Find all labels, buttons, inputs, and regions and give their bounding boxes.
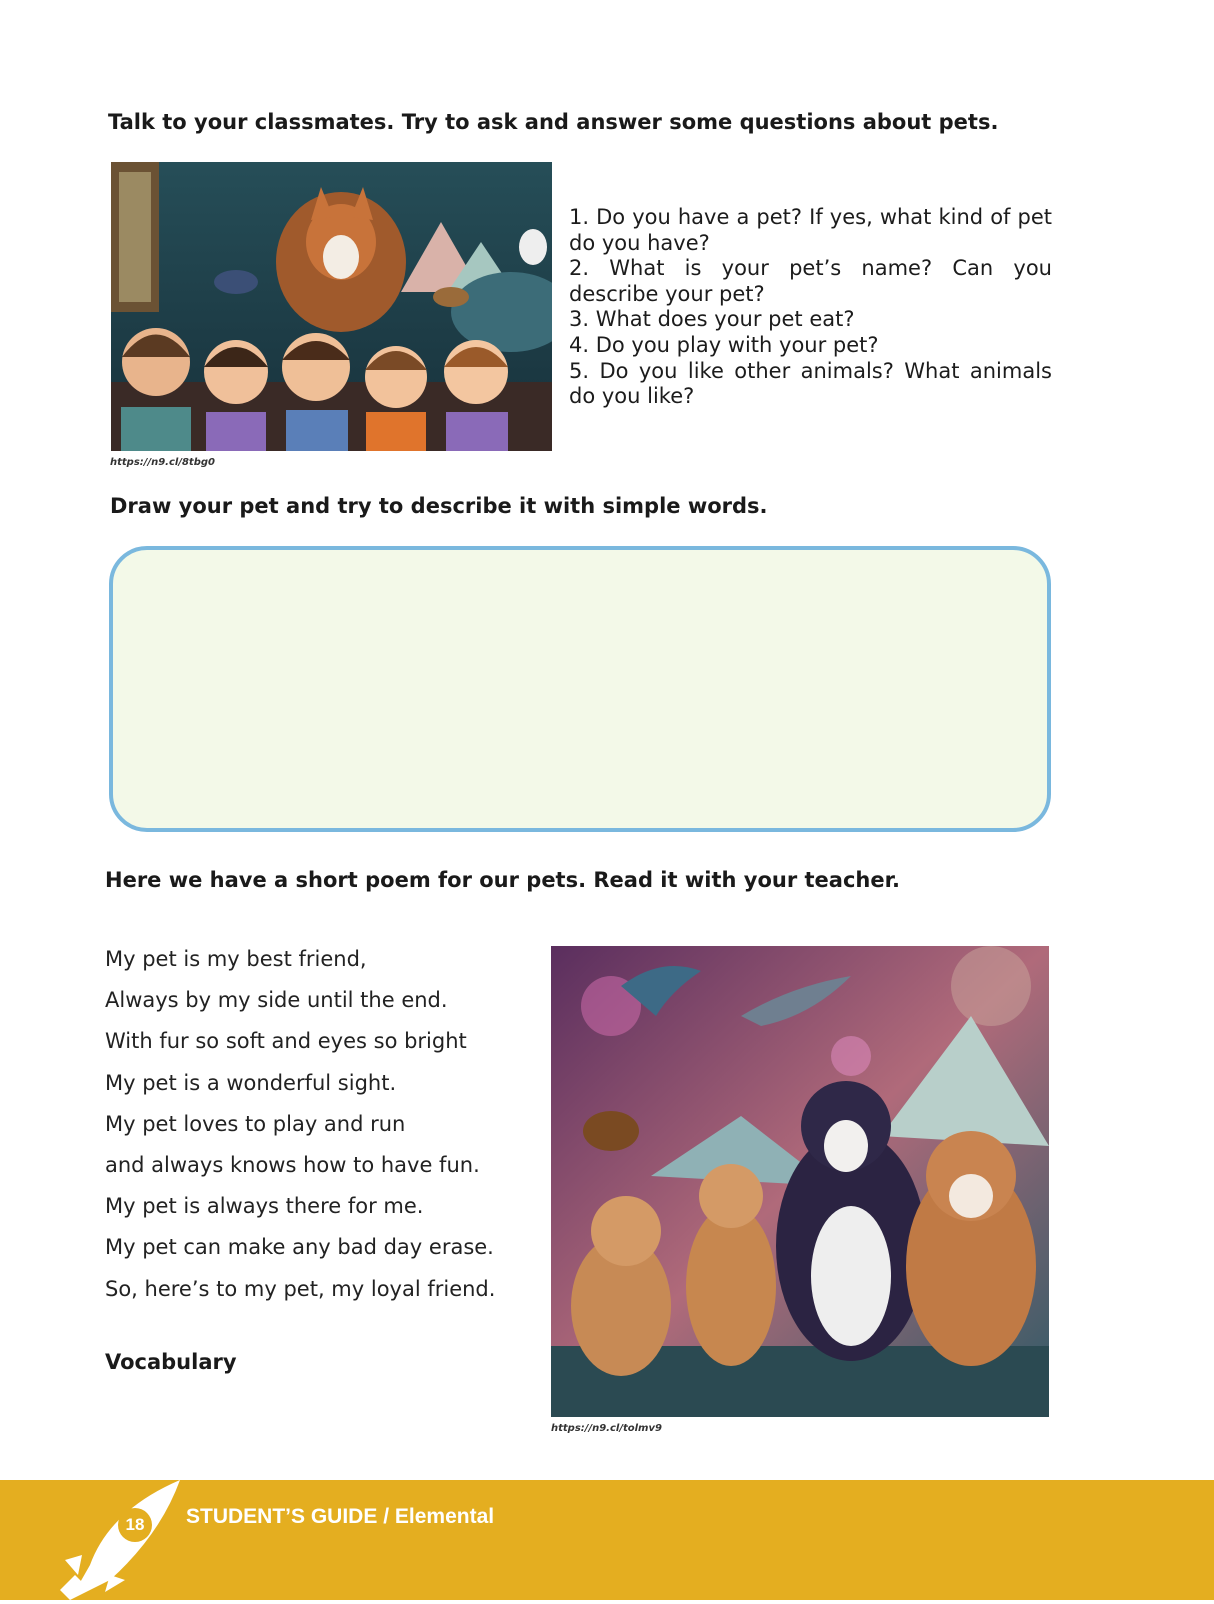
question-item: 4. Do you play with your pet? xyxy=(569,332,879,357)
question-item: 2. What is your pet’s name? Can you describe your pet? xyxy=(569,256,1052,306)
poem-line: So, here’s to my pet, my loyal friend. xyxy=(105,1276,496,1301)
poem-line: My pet is always there for me. xyxy=(105,1194,424,1219)
poem-line: My pet can make any bad day erase. xyxy=(105,1235,494,1260)
guide-level: / Elemental xyxy=(383,1505,495,1528)
page-number: 18 xyxy=(118,1508,152,1542)
kids-with-pets-illustration xyxy=(111,162,552,451)
discussion-questions xyxy=(569,205,1052,410)
drawing-area[interactable] xyxy=(109,546,1051,832)
poem-line: My pet loves to play and run xyxy=(105,1111,406,1136)
image-credit-2: https://n9.cl/tolmv9 xyxy=(551,1423,662,1434)
poem-line: My pet is my best friend, xyxy=(105,947,367,971)
footer-title xyxy=(186,1505,494,1529)
question-item: 3. What does your pet eat? xyxy=(569,307,855,332)
poem-line: Always by my side until the end. xyxy=(105,988,448,1013)
vocabulary-heading: Vocabulary xyxy=(105,1350,237,1374)
guide-title: STUDENT’S GUIDE xyxy=(186,1505,378,1528)
section-1-heading: Talk to your classmates. Try to ask and answer some questions about pets. xyxy=(108,110,999,134)
question-item: 5. Do you like other animals? What animals do you like? xyxy=(569,358,1052,409)
question-item: 1. Do you have a pet? If yes, what kind of pet do you have? xyxy=(569,205,1052,255)
image-credit-1: https://n9.cl/8tbg0 xyxy=(110,457,215,468)
pets-group-illustration xyxy=(551,946,1049,1417)
section-3-heading: Here we have a short poem for our pets. Read it with your teacher. xyxy=(105,868,900,892)
poem-line: and always knows how to have fun. xyxy=(105,1152,480,1177)
rocket-icon xyxy=(50,1480,190,1600)
poem xyxy=(105,944,495,1315)
poem-line: With fur so soft and eyes so bright xyxy=(105,1029,467,1054)
poem-line: My pet is a wonderful sight. xyxy=(105,1070,397,1095)
section-2-heading: Draw your pet and try to describe it with simple words. xyxy=(110,494,768,518)
